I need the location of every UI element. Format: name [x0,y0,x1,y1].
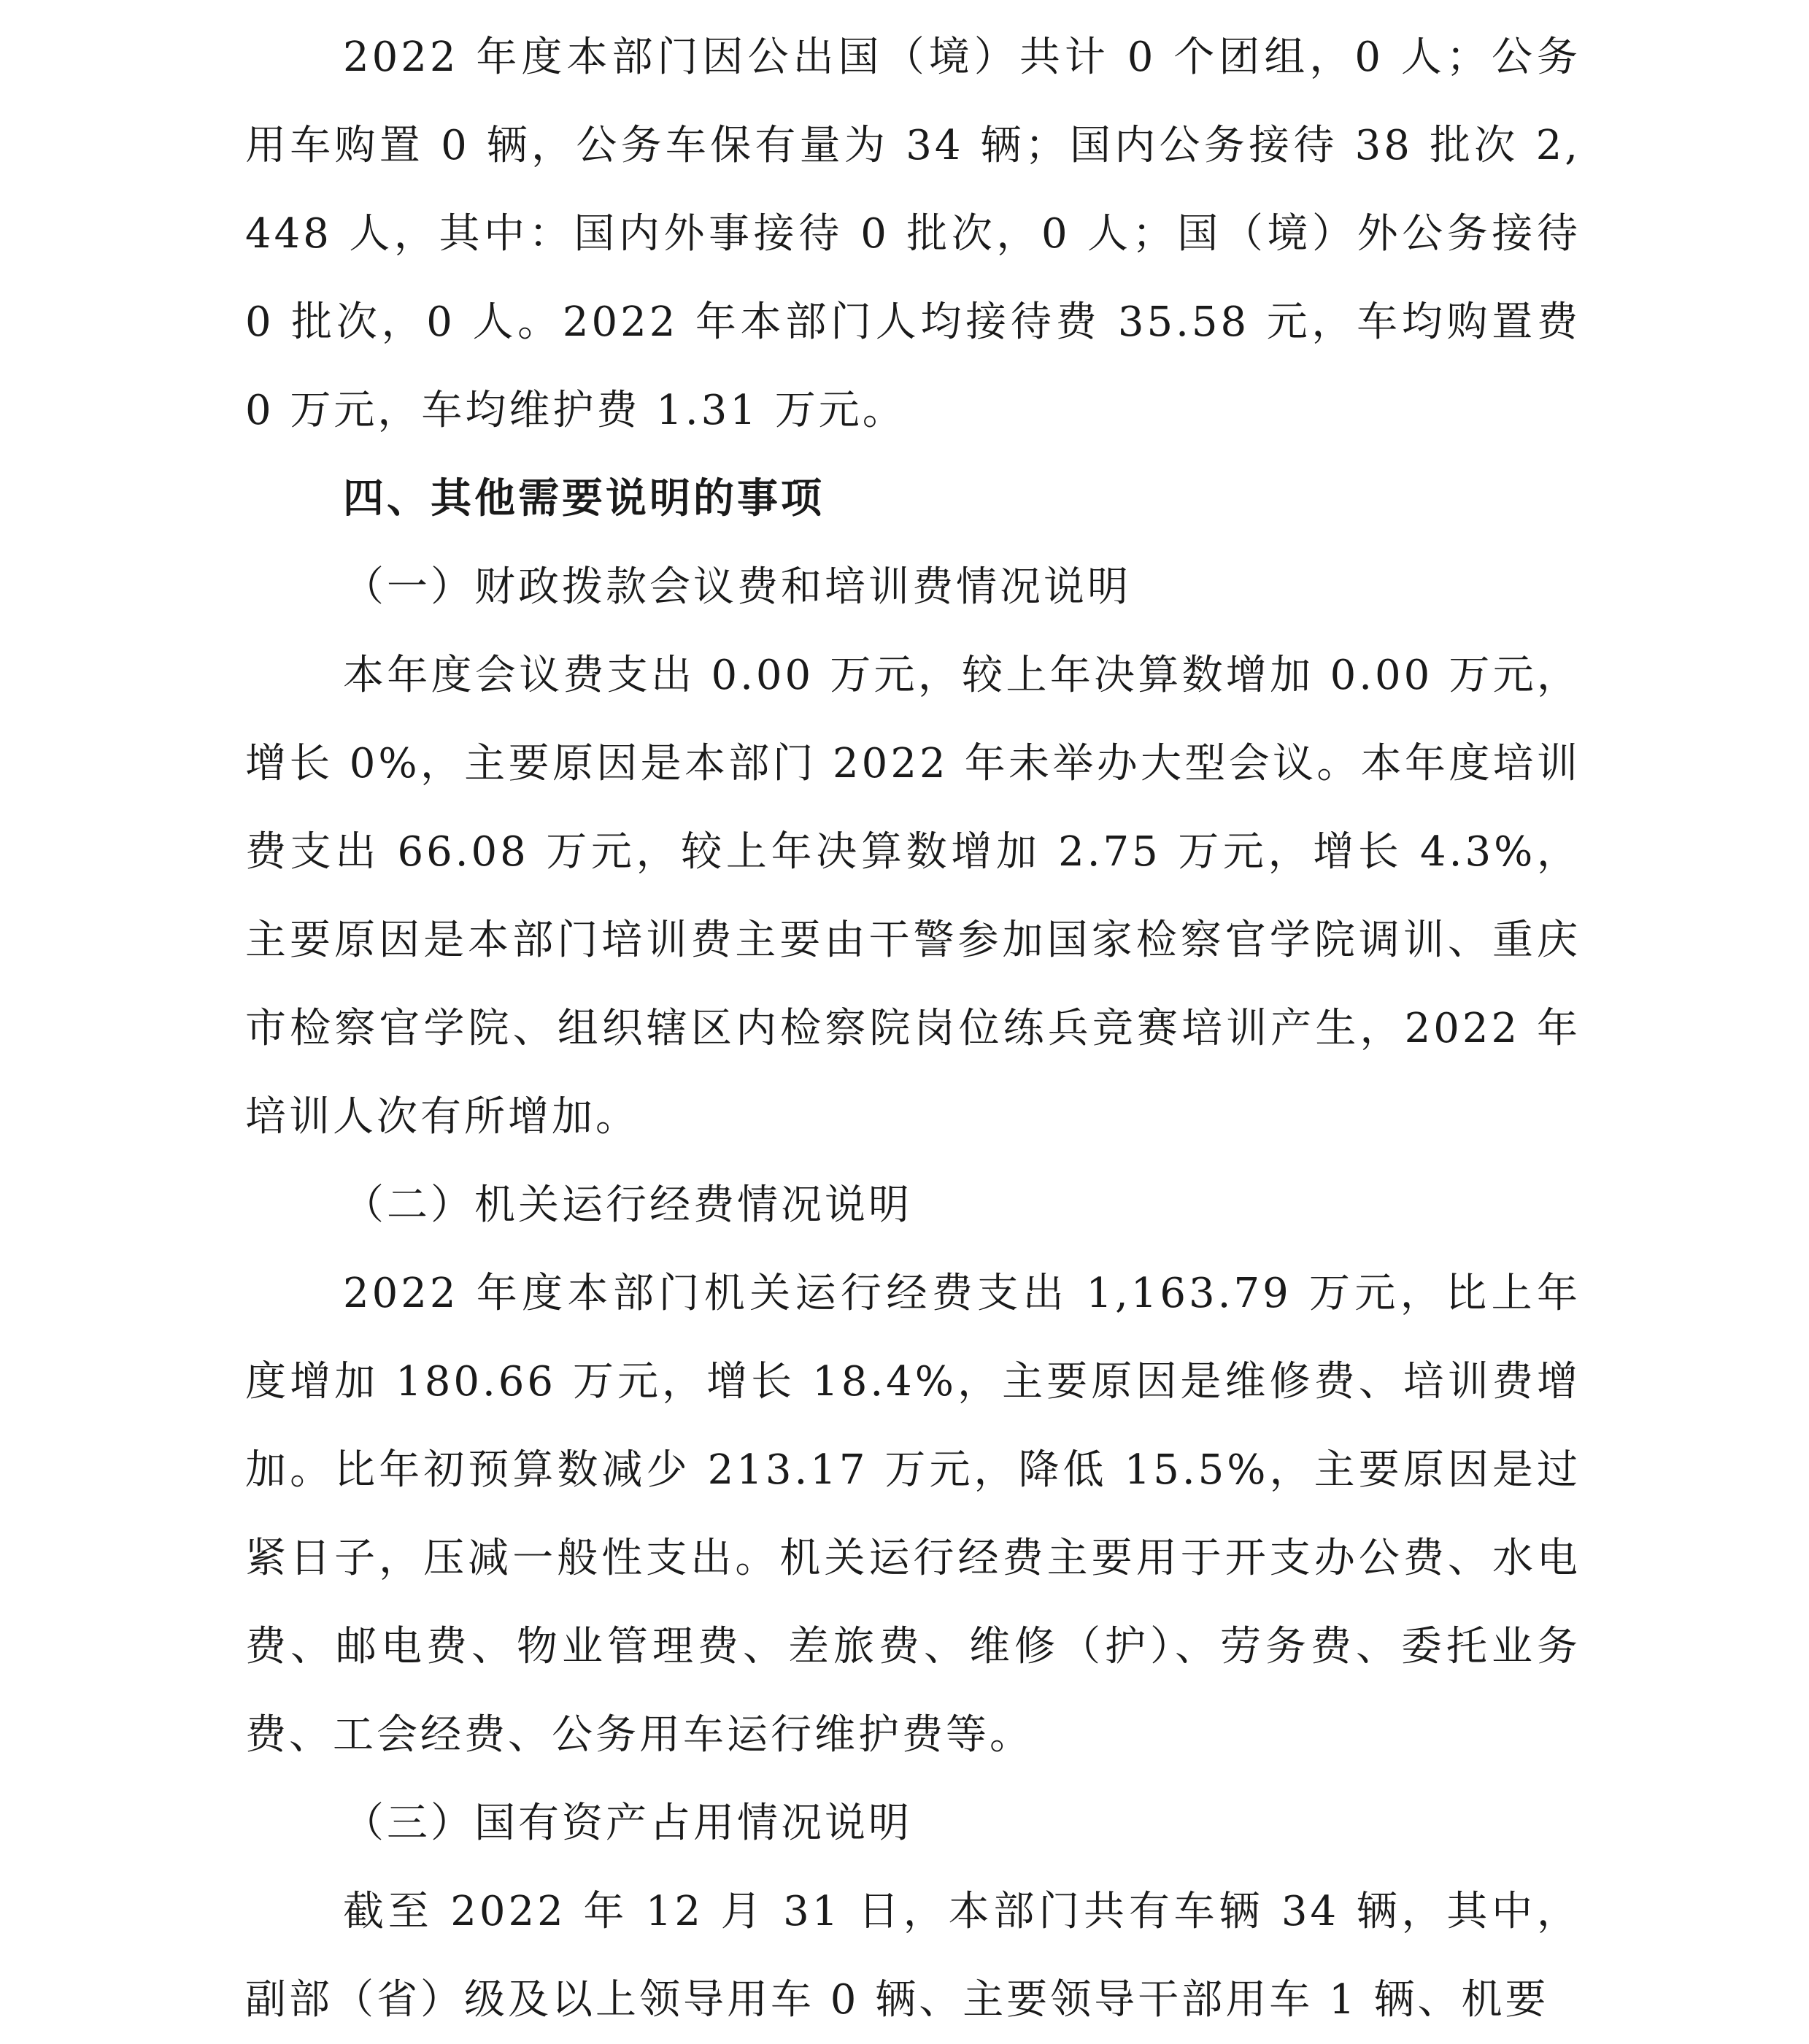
paragraph-meeting-training-fees: 本年度会议费支出 0.00 万元，较上年决算数增加 0.00 万元，增长 0%，主要原因是本部门 2022 年未举办大型会议。本年度培训费支出 66.08 万元，较上年决算数增加 2.75 万元，增长 4.3%，主要原因是本部门培训费主要由干警参加国家检察官学院调训、重庆市检察官学院、组织辖区内检察院岗位练兵竞赛培训产生，2022 年培训人次有所增加。 [245,652,1581,1141]
subheading-operating-expenses: （二）机关运行经费情况说明 [343,1181,912,1229]
subheading-state-assets: （三）国有资产占用情况说明 [343,1800,912,1847]
document-page [245,13,1581,2044]
paragraph-state-assets: 截至 2022 年 12 月 31 日，本部门共有车辆 34 辆，其中，副部（省）级及以上领导用车 0 辆、主要领导干部用车 1 辆、机要 [245,1888,1581,2024]
section-heading-other-matters: 四、其他需要说明的事项 [343,475,825,522]
paragraph-official-reception-summary: 2022 年度本部门因公出国（境）共计 0 个团组，0 人；公务用车购置 0 辆，公务车保有量为 34 辆；国内公务接待 38 批次 2,448 人，其中：国内外事接待 0 批次，0 人；国（境）外公务接待 0 批次，0 人。2022 年本部门人均接待费 35.58 元，车均购置费 0 万元，车均维护费 1.31 万元。 [245,34,1581,434]
paragraph-operating-expenses: 2022 年度本部门机关运行经费支出 1,163.79 万元，比上年度增加 180.66 万元，增长 18.4%，主要原因是维修费、培训费增加。比年初预算数减少 213.17 万元，降低 15.5%，主要原因是过紧日子，压减一般性支出。机关运行经费主要用于开支办公费、水电费、邮电费、物业管理费、差旅费、维修（护）、劳务费、委托业务费、工会经费、公务用车运行维护费等。 [245,1270,1581,1759]
subheading-meeting-training-fees: （一）财政拨款会议费和培训费情况说明 [343,563,1131,611]
